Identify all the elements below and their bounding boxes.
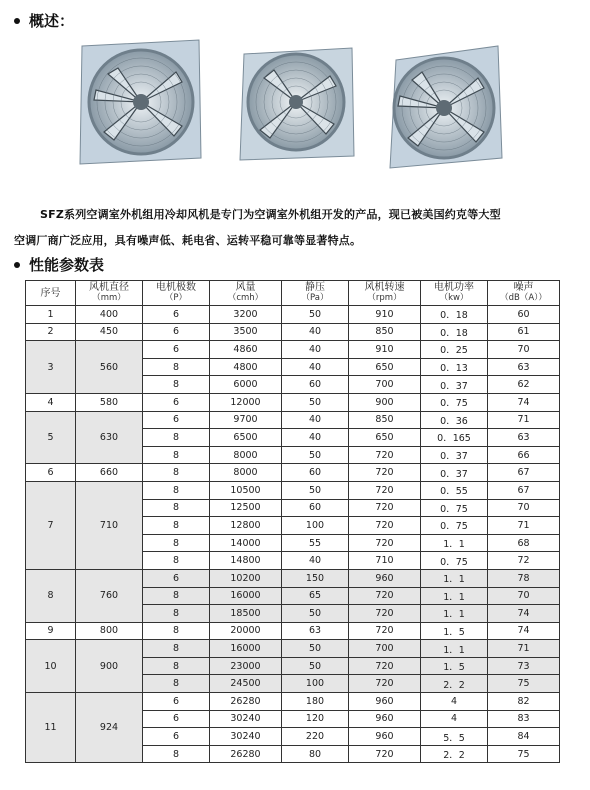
cell-power: 0．18 [421, 323, 488, 341]
cell-airflow: 6000 [210, 376, 282, 394]
cell-poles: 6 [143, 341, 210, 359]
fan-image [386, 40, 504, 172]
cell-power: 0．18 [421, 306, 488, 324]
cell-speed: 960 [349, 693, 421, 711]
column-header-unit: （Pa） [301, 293, 329, 303]
cell-pressure: 50 [282, 446, 349, 464]
cell-pressure: 100 [282, 517, 349, 535]
cell-poles: 8 [143, 376, 210, 394]
cell-noise: 70 [488, 341, 560, 359]
cell-power: 1．1 [421, 534, 488, 552]
cell-diameter: 400 [76, 306, 143, 324]
cell-pressure: 50 [282, 640, 349, 658]
cell-no: 8 [26, 569, 76, 622]
column-header-unit: （P） [164, 293, 188, 303]
cell-airflow: 16000 [210, 587, 282, 605]
cell-poles: 6 [143, 728, 210, 746]
cell-pressure: 50 [282, 605, 349, 623]
cell-power: 0．36 [421, 411, 488, 429]
cell-noise: 74 [488, 622, 560, 640]
cell-power: 0．55 [421, 481, 488, 499]
cell-no: 9 [26, 622, 76, 640]
cell-power: 1．5 [421, 622, 488, 640]
cell-pressure: 60 [282, 376, 349, 394]
cell-poles: 8 [143, 675, 210, 693]
cell-power: 0．165 [421, 429, 488, 447]
cell-no: 2 [26, 323, 76, 341]
column-header-unit: （cmh） [227, 293, 264, 303]
cell-diameter: 924 [76, 693, 143, 763]
cell-noise: 63 [488, 358, 560, 376]
cell-speed: 720 [349, 499, 421, 517]
table-row [26, 464, 560, 482]
cell-power: 0．75 [421, 393, 488, 411]
table-row [26, 341, 560, 359]
cell-airflow: 8000 [210, 464, 282, 482]
cell-pressure: 40 [282, 341, 349, 359]
cell-poles: 8 [143, 605, 210, 623]
performance-heading-text: 性能参数表 [29, 256, 105, 274]
column-header-label: 风量 [235, 282, 256, 293]
cell-noise: 73 [488, 657, 560, 675]
column-header-unit: （rpm） [367, 293, 402, 303]
cell-noise: 71 [488, 640, 560, 658]
cell-pressure: 40 [282, 323, 349, 341]
column-header-label: 静压 [305, 282, 325, 293]
cell-poles: 8 [143, 358, 210, 376]
cell-pressure: 100 [282, 675, 349, 693]
cell-pressure: 40 [282, 358, 349, 376]
cell-power: 0．37 [421, 464, 488, 482]
cell-speed: 910 [349, 306, 421, 324]
cell-pressure: 50 [282, 306, 349, 324]
cell-diameter: 760 [76, 569, 143, 622]
cell-poles: 8 [143, 657, 210, 675]
cell-poles: 8 [143, 552, 210, 570]
cell-speed: 700 [349, 376, 421, 394]
cell-airflow: 26280 [210, 745, 282, 763]
column-header [26, 281, 76, 306]
cell-poles: 8 [143, 587, 210, 605]
cell-pressure: 63 [282, 622, 349, 640]
cell-airflow: 12500 [210, 499, 282, 517]
cell-noise: 63 [488, 429, 560, 447]
overview-heading-text: 概述： [29, 12, 75, 30]
cell-speed: 720 [349, 464, 421, 482]
table-header [26, 281, 560, 306]
overview-heading [14, 10, 74, 31]
cell-power: 1．1 [421, 569, 488, 587]
cell-speed: 720 [349, 622, 421, 640]
cell-speed: 720 [349, 534, 421, 552]
cell-airflow: 12000 [210, 393, 282, 411]
cell-poles: 8 [143, 499, 210, 517]
cell-airflow: 30240 [210, 728, 282, 746]
cell-no: 6 [26, 464, 76, 482]
table-row [26, 393, 560, 411]
cell-speed: 850 [349, 411, 421, 429]
column-header-label: 序号 [40, 287, 61, 299]
cell-pressure: 60 [282, 464, 349, 482]
cell-noise: 62 [488, 376, 560, 394]
cell-poles: 8 [143, 446, 210, 464]
column-header [210, 281, 282, 306]
cell-airflow: 23000 [210, 657, 282, 675]
cell-speed: 720 [349, 657, 421, 675]
cell-poles: 6 [143, 393, 210, 411]
cell-airflow: 26280 [210, 693, 282, 711]
column-header-label: 噪声 [513, 282, 534, 293]
cell-speed: 720 [349, 517, 421, 535]
cell-no: 4 [26, 393, 76, 411]
cell-power: 0．13 [421, 358, 488, 376]
intro-line-2: 空调厂商广泛应用，具有噪声低、耗电省、运转平稳可靠等显著特点。 [14, 234, 362, 247]
cell-power: 0．25 [421, 341, 488, 359]
cell-pressure: 40 [282, 552, 349, 570]
cell-poles: 8 [143, 517, 210, 535]
fan-image [236, 44, 356, 162]
cell-airflow: 14000 [210, 534, 282, 552]
performance-table [25, 280, 560, 763]
column-header [143, 281, 210, 306]
cell-noise: 71 [488, 517, 560, 535]
cell-poles: 6 [143, 323, 210, 341]
cell-poles: 8 [143, 534, 210, 552]
intro-line-1: SFZ系列空调室外机组用冷却风机是专门为空调室外机组开发的产品，现已被美国约克等大型 [40, 208, 501, 221]
table-row [26, 640, 560, 658]
cell-speed: 720 [349, 675, 421, 693]
cell-poles: 6 [143, 710, 210, 728]
table-row [26, 481, 560, 499]
cell-power: 1．1 [421, 605, 488, 623]
cell-diameter: 630 [76, 411, 143, 464]
cell-diameter: 560 [76, 341, 143, 394]
cell-diameter: 800 [76, 622, 143, 640]
cell-airflow: 30240 [210, 710, 282, 728]
cell-noise: 78 [488, 569, 560, 587]
cell-power: 0．37 [421, 446, 488, 464]
cell-airflow: 9700 [210, 411, 282, 429]
cell-airflow: 8000 [210, 446, 282, 464]
table-body [26, 306, 560, 763]
cell-pressure: 55 [282, 534, 349, 552]
cell-noise: 74 [488, 605, 560, 623]
table-row [26, 693, 560, 711]
fan-image [78, 38, 203, 166]
cell-power: 1．5 [421, 657, 488, 675]
cell-poles: 8 [143, 429, 210, 447]
column-header [76, 281, 143, 306]
cell-speed: 960 [349, 710, 421, 728]
cell-speed: 700 [349, 640, 421, 658]
cell-noise: 68 [488, 534, 560, 552]
cell-diameter: 710 [76, 481, 143, 569]
cell-noise: 67 [488, 464, 560, 482]
column-header-unit: （dB（A）） [500, 293, 547, 303]
cell-speed: 900 [349, 393, 421, 411]
cell-no: 11 [26, 693, 76, 763]
cell-poles: 8 [143, 464, 210, 482]
cell-speed: 960 [349, 569, 421, 587]
cell-speed: 960 [349, 728, 421, 746]
cell-noise: 74 [488, 393, 560, 411]
cell-airflow: 4800 [210, 358, 282, 376]
cell-power: 2．2 [421, 745, 488, 763]
cell-speed: 720 [349, 587, 421, 605]
cell-pressure: 50 [282, 393, 349, 411]
cell-no: 1 [26, 306, 76, 324]
cell-airflow: 6500 [210, 429, 282, 447]
cell-noise: 70 [488, 499, 560, 517]
cell-airflow: 12800 [210, 517, 282, 535]
cell-power: 4 [421, 693, 488, 711]
cell-pressure: 65 [282, 587, 349, 605]
cell-airflow: 3200 [210, 306, 282, 324]
cell-power: 1．1 [421, 587, 488, 605]
cell-pressure: 180 [282, 693, 349, 711]
cell-pressure: 150 [282, 569, 349, 587]
table-row [26, 622, 560, 640]
bullet-icon [14, 18, 20, 24]
cell-noise: 83 [488, 710, 560, 728]
cell-noise: 70 [488, 587, 560, 605]
cell-power: 0．75 [421, 499, 488, 517]
cell-poles: 8 [143, 481, 210, 499]
cell-speed: 850 [349, 323, 421, 341]
cell-no: 7 [26, 481, 76, 569]
cell-poles: 6 [143, 569, 210, 587]
cell-pressure: 50 [282, 481, 349, 499]
column-header [488, 281, 560, 306]
column-header-label: 电机功率 [434, 282, 474, 293]
cell-pressure: 40 [282, 429, 349, 447]
column-header-unit: （mm） [92, 293, 126, 303]
cell-no: 3 [26, 341, 76, 394]
cell-poles: 6 [143, 693, 210, 711]
column-header [282, 281, 349, 306]
cell-noise: 61 [488, 323, 560, 341]
cell-poles: 8 [143, 622, 210, 640]
cell-diameter: 580 [76, 393, 143, 411]
table-row [26, 411, 560, 429]
cell-pressure: 60 [282, 499, 349, 517]
cell-airflow: 20000 [210, 622, 282, 640]
cell-noise: 75 [488, 745, 560, 763]
bullet-icon [14, 262, 20, 268]
cell-power: 1．1 [421, 640, 488, 658]
cell-power: 0．37 [421, 376, 488, 394]
cell-power: 4 [421, 710, 488, 728]
cell-speed: 650 [349, 358, 421, 376]
cell-airflow: 14800 [210, 552, 282, 570]
cell-airflow: 18500 [210, 605, 282, 623]
cell-diameter: 450 [76, 323, 143, 341]
cell-no: 5 [26, 411, 76, 464]
cell-airflow: 3500 [210, 323, 282, 341]
column-header-label: 风机直径 [89, 282, 129, 293]
cell-power: 5．5 [421, 728, 488, 746]
table-header-row [26, 281, 560, 306]
cell-noise: 72 [488, 552, 560, 570]
column-header-unit: （kw） [439, 293, 469, 303]
cell-pressure: 40 [282, 411, 349, 429]
cell-speed: 720 [349, 605, 421, 623]
table-row [26, 306, 560, 324]
cell-power: 0．75 [421, 552, 488, 570]
cell-speed: 710 [349, 552, 421, 570]
cell-airflow: 24500 [210, 675, 282, 693]
column-header [349, 281, 421, 306]
cell-noise: 67 [488, 481, 560, 499]
cell-airflow: 10200 [210, 569, 282, 587]
cell-noise: 71 [488, 411, 560, 429]
cell-airflow: 10500 [210, 481, 282, 499]
cell-power: 0．75 [421, 517, 488, 535]
performance-heading [14, 254, 104, 275]
cell-noise: 75 [488, 675, 560, 693]
cell-power: 2．2 [421, 675, 488, 693]
cell-diameter: 900 [76, 640, 143, 693]
cell-speed: 720 [349, 745, 421, 763]
cell-pressure: 80 [282, 745, 349, 763]
cell-speed: 720 [349, 446, 421, 464]
table-row [26, 569, 560, 587]
cell-noise: 60 [488, 306, 560, 324]
cell-noise: 82 [488, 693, 560, 711]
cell-no: 10 [26, 640, 76, 693]
cell-noise: 84 [488, 728, 560, 746]
cell-airflow: 4860 [210, 341, 282, 359]
cell-noise: 66 [488, 446, 560, 464]
column-header-label: 风机转速 [364, 282, 405, 293]
cell-pressure: 120 [282, 710, 349, 728]
cell-poles: 6 [143, 411, 210, 429]
cell-airflow: 16000 [210, 640, 282, 658]
cell-diameter: 660 [76, 464, 143, 482]
cell-poles: 8 [143, 640, 210, 658]
column-header-label: 电机极数 [156, 282, 196, 293]
cell-pressure: 220 [282, 728, 349, 746]
cell-pressure: 50 [282, 657, 349, 675]
column-header [421, 281, 488, 306]
cell-speed: 720 [349, 481, 421, 499]
cell-speed: 650 [349, 429, 421, 447]
cell-speed: 910 [349, 341, 421, 359]
cell-poles: 6 [143, 306, 210, 324]
cell-poles: 8 [143, 745, 210, 763]
table-row [26, 323, 560, 341]
